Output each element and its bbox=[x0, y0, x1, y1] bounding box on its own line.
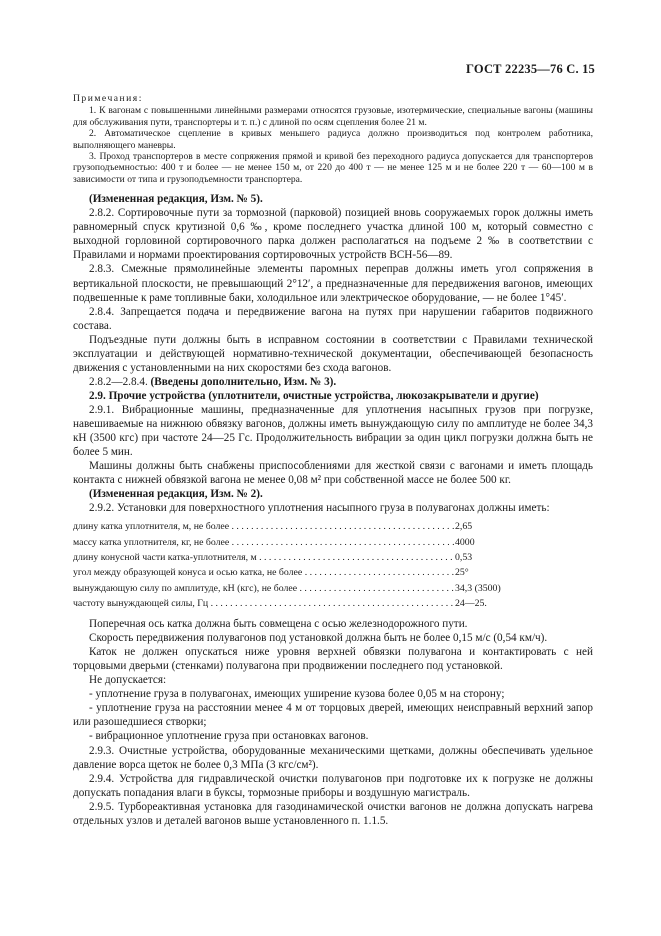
paragraph-machines: Машины должны быть снабжены приспособлениями для жесткой связи с вагонами и иметь площадь контакта с нижней обвязкой вагона не менее 0,08 м² при собственной массе не более 500 кг. bbox=[73, 460, 593, 487]
added-note-prefix: 2.8.2—2.8.4. bbox=[89, 375, 148, 388]
spec-label: массу катка уплотнителя, кг, не более . . . bbox=[73, 535, 455, 550]
edit-note: (Измененная редакция, Изм. № 5). bbox=[89, 193, 263, 206]
spec-row bbox=[73, 565, 593, 580]
spec-value: 34,3 (3500) bbox=[455, 582, 501, 594]
paragraph-speed: Скорость передвижения полувагонов под установкой должна быть не более 0,15 м/с (0,54 км/ч). bbox=[89, 632, 548, 645]
paragraph-2-8-3: 2.8.3. Смежные прямолинейные элементы паромных переправ должны иметь угол сопряжения в вертикальной плоскости, не превышающий 2°12′, а предназначенные для передвижения вагонов, имеющих подвешенные к раме топливные баки, холодильное или электрическое оборудование, — не более 1°45′. bbox=[73, 263, 593, 304]
spec-label: частоту вынуждающей силы, Гц . . . bbox=[73, 596, 455, 611]
edit-note: (Измененная редакция, Изм. № 2). bbox=[89, 488, 263, 501]
paragraph-2-8-4: 2.8.4. Запрещается подача и передвижение вагона на путях при нарушении габаритов подвижного состава. bbox=[73, 305, 593, 332]
spec-row bbox=[73, 581, 593, 596]
spec-row bbox=[73, 596, 593, 611]
page-content bbox=[73, 93, 593, 828]
spec-row bbox=[73, 550, 593, 565]
bullet-item: - уплотнение груза в полувагонах, имеющих уширение кузова более 0,05 м на сторону; bbox=[89, 688, 505, 701]
paragraph-2-9-5: 2.9.5. Турбореактивная установка для газодинамической очистки вагонов не должна допускать нагрева отдельных узлов и деталей вагонов выше установленного п. 1.1.5. bbox=[73, 800, 593, 827]
spec-label: угол между образующей конуса и осью катка, не более . . . bbox=[73, 565, 455, 580]
spec-value: 0,53 bbox=[455, 551, 473, 563]
paragraph-2-9-2: 2.9.2. Установки для поверхностного уплотнения насыпного груза в полувагонах должны иметь: bbox=[89, 502, 550, 515]
bullet-item: - уплотнение груза на расстоянии менее 4 м от торцовых дверей, имеющих неисправный верхний запор или разошедшиеся створки; bbox=[73, 702, 593, 729]
spec-value: 2,65 bbox=[455, 521, 473, 533]
added-note bbox=[73, 375, 593, 389]
notes-title: Примечания: bbox=[73, 93, 143, 104]
paragraph-not-allowed: Не допускается: bbox=[89, 674, 167, 687]
section-2-9-heading: 2.9. Прочие устройства (уплотнители, очистные устройства, люкозакрыватели и другие) bbox=[89, 389, 539, 402]
note-item: 1. К вагонам с повышенными линейными размерами относятся грузовые, изотермические, специальные вагоны (машины для обслуживания пути, транспортеры и т. п.) с длиной по осям сцепления более 21 м. bbox=[73, 105, 593, 128]
page-header: ГОСТ 22235—76 С. 15 bbox=[466, 62, 595, 76]
spec-value: 25° bbox=[455, 567, 469, 579]
bullet-item: - вибрационное уплотнение груза при остановках вагонов. bbox=[89, 730, 369, 743]
note-item: 3. Проход транспортеров в месте сопряжения прямой и кривой без переходного радиуса допускается для транспортеров грузоподъемностью: 400 т и более — не менее 150 м, от 220 до 400 т — не менее 125 м и не более 220 т — 60—100 м в зависимости от типа и грузоподъемности транспортера. bbox=[73, 151, 593, 185]
paragraph-2-9-4: 2.9.4. Устройства для гидравлической очистки полувагонов при подготовке их к погрузке не должны допускать попадания влаги в буксы, тормозные приборы и воздушную магистраль. bbox=[73, 772, 593, 799]
spec-label: вынуждающую силу по амплитуде, кН (кгс), не более . . . bbox=[73, 581, 455, 596]
paragraph-2-9-1: 2.9.1. Вибрационные машины, предназначенные для уплотнения насыпных грузов при погрузке, навешиваемые на нижнюю обвязку вагонов, должны иметь вынуждающую силу по амплитуде не более 34,3 кН (3500 кгс) при частоте 24—25 Гс. Продолжительность вибрации за один цикл погрузки должна быть не более 5 мин. bbox=[73, 403, 593, 459]
spec-row bbox=[73, 535, 593, 550]
note-item: 2. Автоматическое сцепление в кривых меньшего радиуса должно производиться под контролем работника, выполняющего маневры. bbox=[73, 128, 593, 151]
spec-list bbox=[73, 519, 593, 611]
main-text bbox=[73, 192, 593, 828]
paragraph-axis: Поперечная ось катка должна быть совмещена с осью железнодорожного пути. bbox=[89, 618, 468, 631]
paragraph-2-8-2: 2.8.2. Сортировочные пути за тормозной (парковой) позицией вновь сооружаемых горок должны иметь равномерный спуск крутизной 0,6 ‰, кроме последнего участка длиной 100 м, который совместно с выходной горловиной сортировочного парка должен располагаться на подъеме 2 ‰ в соответствии с Правилами и нормами проектирования сортировочных устройств ВСН-56—89. bbox=[73, 207, 593, 262]
added-note-bold: (Введены дополнительно, Изм. № 3). bbox=[150, 375, 337, 388]
paragraph-roller: Каток не должен опускаться ниже уровня верхней обвязки полувагона и контактировать с ней торцовыми дверьми (стенками) полувагона при продвижении последнего под установкой. bbox=[73, 646, 593, 673]
spec-value: 24—25. bbox=[455, 597, 487, 609]
spec-label: длину катка уплотнителя, м, не более . . . bbox=[73, 519, 455, 534]
spec-value: 4000 bbox=[455, 536, 475, 548]
spec-row bbox=[73, 519, 593, 534]
notes-block bbox=[73, 93, 593, 185]
spec-label: длину конусной части катка-уплотнителя, м . . . bbox=[73, 550, 455, 565]
paragraph-access-tracks: Подъездные пути должны быть в исправном состоянии в соответствии с Правилами технической эксплуатации и действующей нормативно-технической документации, обеспечивающей безопасность движения с установленными на них скоростями без схода вагонов. bbox=[73, 333, 593, 374]
paragraph-2-9-3: 2.9.3. Очистные устройства, оборудованные механическими щетками, должны обеспечивать удельное давление ворса щеток не более 0,3 МПа (3 кгс/см²). bbox=[73, 744, 593, 771]
